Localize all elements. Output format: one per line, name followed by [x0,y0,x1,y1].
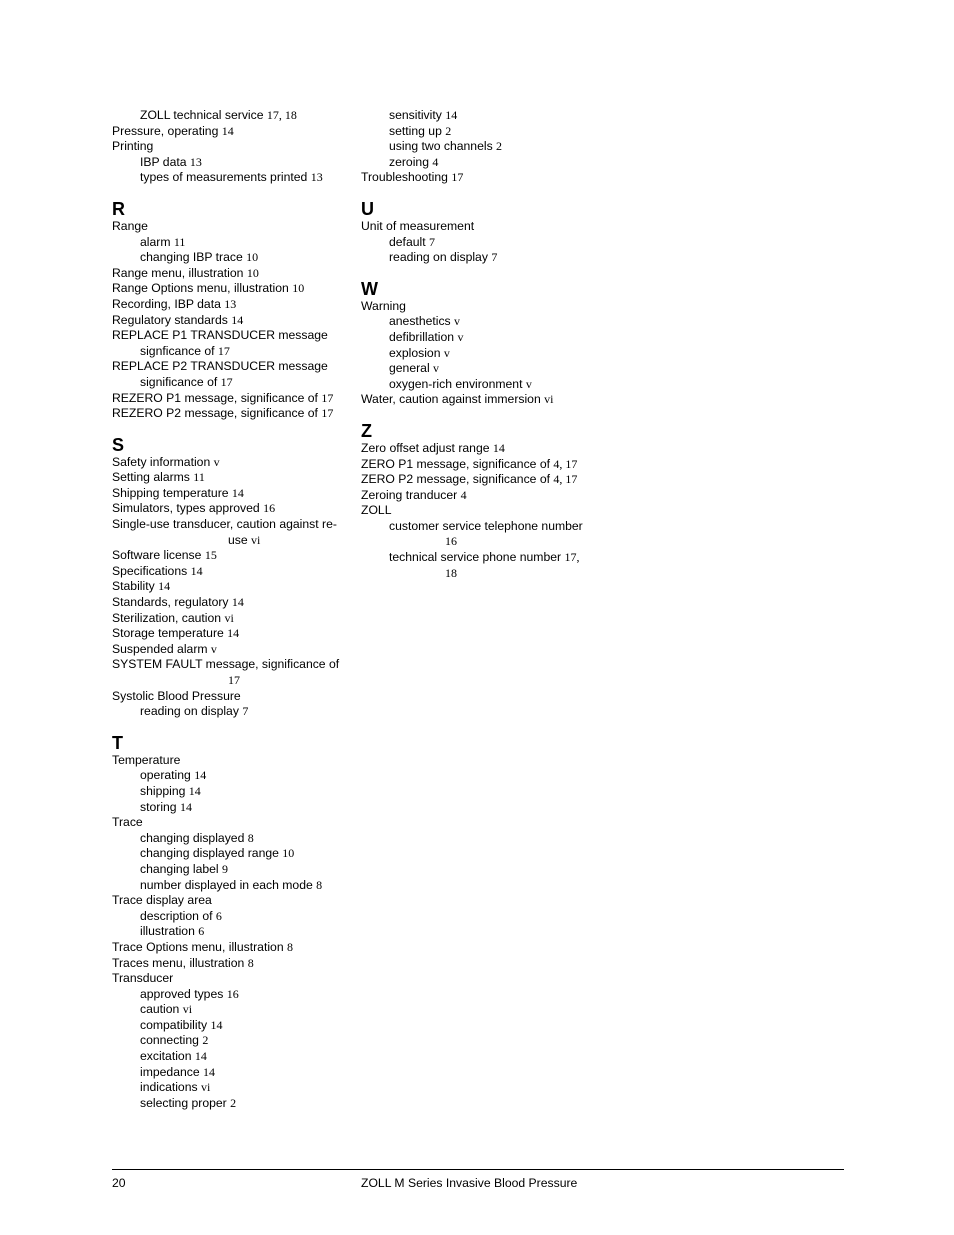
index-term-continuation [112,533,352,549]
index-term: alarm [140,234,174,249]
index-section-letter: W [361,278,378,299]
index-entry [112,391,352,407]
index-term: general [389,361,434,376]
index-page-ref: 8 [247,955,254,970]
index-term: Recording, IBP data [112,296,225,311]
index-term: changing IBP trace [140,250,247,265]
index-term: changing displayed [140,830,248,845]
index-entry [112,219,352,235]
index-subentry [112,1033,352,1049]
index-subentry [361,139,601,155]
index-page-ref: 10 [246,265,259,280]
index-term: Specifications [112,563,191,578]
index-page-ref: 17, 18 [266,108,297,122]
index-term-continued: use [228,532,252,547]
index-term: explosion [389,345,444,360]
index-term: Shipping temperature [112,485,232,500]
index-subentry [112,862,352,878]
index-term: reading on display [389,250,492,265]
index-term: Zero offset adjust range [361,440,493,455]
index-term: Safety information [112,454,214,469]
index-term: Regulatory standards [112,312,232,327]
index-page-ref: 13 [189,154,202,169]
index-section-letter: U [361,198,374,219]
index-term: indications [140,1080,201,1095]
footer-page-number: 20 [112,1176,126,1190]
index-entry [361,299,601,315]
index-page-ref: 14 [221,123,234,138]
index-entry [361,472,601,488]
index-term: Single-use transducer, caution against re- [112,517,337,532]
index-page-ref: v [525,376,532,391]
index-entry [112,297,352,313]
index-page-ref: 9 [222,861,228,876]
index-term: REZERO P1 message, significance of [112,390,322,405]
index-subentry [112,155,352,171]
index-term: Software license [112,548,205,563]
index-page-ref: 2 [445,123,452,138]
index-entry [112,971,352,987]
index-page-ref: 16 [263,501,276,516]
index-page-ref: 14 [227,626,240,641]
index-entry [112,815,352,831]
index-page-ref: 7 [428,234,435,249]
index-term: Simulators, types approved [112,501,264,516]
index-page-ref: 16 [226,986,239,1001]
index-page-ref: 2 [202,1033,209,1048]
index-term: reading on display [140,704,243,719]
index-page-ref: 14 [492,440,505,455]
index-subentry [112,846,352,862]
index-page-ref: 7 [242,704,249,719]
index-term-continuation [389,534,601,550]
index-subentry [112,250,352,266]
index-entry [112,266,352,282]
index-subentry [112,235,352,251]
index-page-ref: 17 [220,374,233,389]
index-subentry [112,170,352,186]
index-term: zeroing [389,154,433,169]
index-subentry [361,519,601,550]
index-term: Zeroing tranducer [361,487,461,502]
index-term: Systolic Blood Pressure [112,688,241,703]
index-page-ref: 17, [564,550,580,565]
index-section-letter: Z [361,420,372,441]
index-page-ref: 14 [158,579,171,594]
index-term: Transducer [112,971,174,986]
index-term: changing displayed range [140,846,283,861]
index-page-ref: 17 [451,170,464,185]
index-page-ref: 11 [193,470,205,485]
index-entry [112,124,352,140]
index-subentry [112,1049,352,1065]
index-term: Suspended alarm [112,641,211,656]
index-term: Trace Options menu, illustration [112,939,287,954]
index-entry [112,657,352,688]
index-page-ref: 14 [231,312,244,327]
index-page-ref: 14 [231,485,244,500]
index-term: selecting proper [140,1095,231,1110]
index-term: REZERO P2 message, significance of [112,406,322,421]
index-term: types of measurements printed [140,170,311,185]
index-term: operating [140,768,195,783]
index-subentry [361,346,601,362]
index-entry [112,455,352,471]
index-page-ref: 17 [321,406,334,421]
index-entry [112,753,352,769]
index-page-ref: 16 [445,534,457,549]
index-page-ref: v [433,361,440,376]
index-term: ZERO P2 message, significance of [361,472,554,487]
index-page-ref: vi [182,1002,193,1017]
index-term: impedance [140,1064,204,1079]
index-subentry [112,704,352,720]
index-term: approved types [140,986,227,1001]
index-term: REPLACE P2 TRANSDUCER message [112,359,328,374]
index-term: SYSTEM FAULT message, significance of [112,657,340,672]
index-subentry [112,878,352,894]
index-entry [361,488,601,504]
index-subentry [361,108,601,124]
index-term: Trace display area [112,893,212,908]
index-section-letter: T [112,732,123,753]
index-page-ref: vi [251,532,261,547]
index-term: Range Options menu, illustration [112,281,293,296]
index-entry [112,470,352,486]
index-entry [112,548,352,564]
index-term: Printing [112,139,154,154]
index-term: caution [140,1002,183,1017]
index-term: signficance of [140,343,218,358]
index-term: Stability [112,579,159,594]
index-subentry [361,155,601,171]
index-column-right [361,108,601,581]
index-term: Setting alarms [112,470,194,485]
index-entry [112,501,352,517]
index-page-ref: 13 [224,296,237,311]
index-entry [112,956,352,972]
index-term: Trace [112,815,143,830]
index-subentry [112,784,352,800]
index-entry [112,940,352,956]
index-term: technical service phone number [389,550,565,565]
index-term: REPLACE P1 TRANSDUCER message [112,328,328,343]
index-entry [112,595,352,611]
index-entry [112,893,352,909]
index-page-ref: vi [544,392,554,407]
index-page-ref: vi [224,610,234,625]
index-page-ref: 2 [496,139,503,154]
index-page-ref: 17 [228,673,240,687]
index-term: Sterilization, caution [112,610,225,625]
index-page-ref: 10 [246,250,259,265]
index-page-ref: v [210,641,217,656]
index-term: setting up [389,123,446,138]
index-page-ref: 4 [432,154,439,169]
index-subentry [361,377,601,393]
index-page-ref: v [213,454,220,469]
index-term: Temperature [112,752,181,767]
index-page-ref: 15 [204,548,217,563]
index-page-ref: 8 [247,830,254,845]
index-page-ref: 7 [491,250,498,265]
index-subentry [361,314,601,330]
index-page-ref: 4, 17 [553,472,578,487]
index-entry [112,328,352,344]
index-entry [112,406,352,422]
index-term-continuation [112,673,352,689]
index-page-ref: 14 [188,783,201,798]
index-entry [112,281,352,297]
index-term: changing label [140,861,222,876]
index-section-letter: R [112,198,125,219]
index-term: illustration [140,924,199,939]
index-subentry [112,768,352,784]
index-page-ref: 18 [445,565,457,580]
index-entry [112,626,352,642]
index-page-ref: 14 [179,799,192,814]
index-subentry [112,987,352,1003]
index-subentry [112,924,352,940]
index-entry [361,503,601,519]
index-entry [112,139,352,155]
index-subentry [361,235,601,251]
index-page-ref: 2 [230,1095,237,1110]
index-entry [112,642,352,658]
index-subentry [361,550,601,581]
index-subentry [112,1096,352,1112]
index-page-ref: 10 [282,846,295,861]
index-section-letter: S [112,434,125,455]
index-page-ref: 10 [292,281,305,296]
index-subentry [112,1018,352,1034]
index-page-ref: 8 [316,877,323,892]
index-term: Unit of measurement [361,218,475,233]
index-subentry [112,1002,352,1018]
index-page-ref: v [454,314,461,329]
index-page-ref: 14 [190,563,203,578]
index-subentry [112,800,352,816]
index-entry [112,579,352,595]
index-term: Storage temperature [112,626,228,641]
index-page-ref: 14 [194,1049,207,1064]
index-subentry [112,1065,352,1081]
index-term: Standards, regulatory [112,595,232,610]
index-subentry [112,909,352,925]
index-term: customer service telephone number [389,518,583,533]
index-term: excitation [140,1049,195,1064]
index-page-ref: 17 [217,343,230,358]
index-page-ref: 14 [445,108,458,122]
index-term: Traces menu, illustration [112,955,248,970]
index-entry [361,441,601,457]
index-term: defibrillation [389,329,458,344]
index-term: description of [140,908,216,923]
index-term: anesthetics [389,314,455,329]
index-term: Water, caution against immersion [361,392,545,407]
index-term: connecting [140,1033,203,1048]
index-term: Pressure, operating [112,123,222,138]
index-page-ref: 14 [194,768,207,783]
index-page-ref: 14 [203,1064,216,1079]
index-entry [361,392,601,408]
index-term: oxygen-rich environment [389,376,526,391]
index-page-ref: 4 [460,487,467,502]
footer-rule [112,1169,844,1170]
index-subentry [112,831,352,847]
index-subentry [112,375,352,391]
index-subentry [112,1080,352,1096]
index-term: Range [112,218,148,233]
index-page-ref: 14 [231,595,244,610]
index-page-ref: v [443,345,450,360]
index-subentry [361,250,601,266]
index-subentry [361,330,601,346]
index-page-ref: 11 [173,234,186,249]
index-entry [112,689,352,705]
index-term: ZOLL [361,503,392,518]
index-term: compatibility [140,1017,211,1032]
index-page-ref: 14 [210,1017,223,1032]
index-entry [112,564,352,580]
index-term: sensitivity [389,108,446,122]
index-term: Warning [361,298,406,313]
footer-document-title: ZOLL M Series Invasive Blood Pressure [361,1176,578,1190]
index-term: default [389,234,429,249]
index-term: shipping [140,783,189,798]
index-term: using two channels [389,139,497,154]
index-page-ref: 6 [198,924,205,939]
index-term: number displayed in each mode [140,877,317,892]
index-term: Troubleshooting [361,170,452,185]
index-entry [361,457,601,473]
index-page-ref: v [457,329,464,344]
index-page-ref: 17 [321,390,334,405]
index-page-ref: 13 [310,170,323,185]
index-term: ZOLL technical service [140,108,267,122]
index-term: IBP data [140,154,190,169]
index-entry [112,313,352,329]
index-page-ref: 8 [287,939,293,954]
index-page-ref: 6 [215,908,222,923]
index-subentry [112,108,352,124]
index-term: ZERO P1 message, significance of [361,456,554,471]
index-entry [112,517,352,548]
index-entry [112,611,352,627]
index-column-left [112,108,352,1111]
index-term: storing [140,799,180,814]
index-entry [361,170,601,186]
index-entry [361,219,601,235]
index-subentry [112,344,352,360]
index-page-ref: vi [200,1080,211,1095]
index-subentry [361,124,601,140]
index-page-ref: 4, 17 [553,456,578,471]
index-term-continuation [389,566,601,582]
index-entry [112,359,352,375]
index-term: significance of [140,374,221,389]
index-subentry [361,361,601,377]
index-entry [112,486,352,502]
index-term: Range menu, illustration [112,265,247,280]
